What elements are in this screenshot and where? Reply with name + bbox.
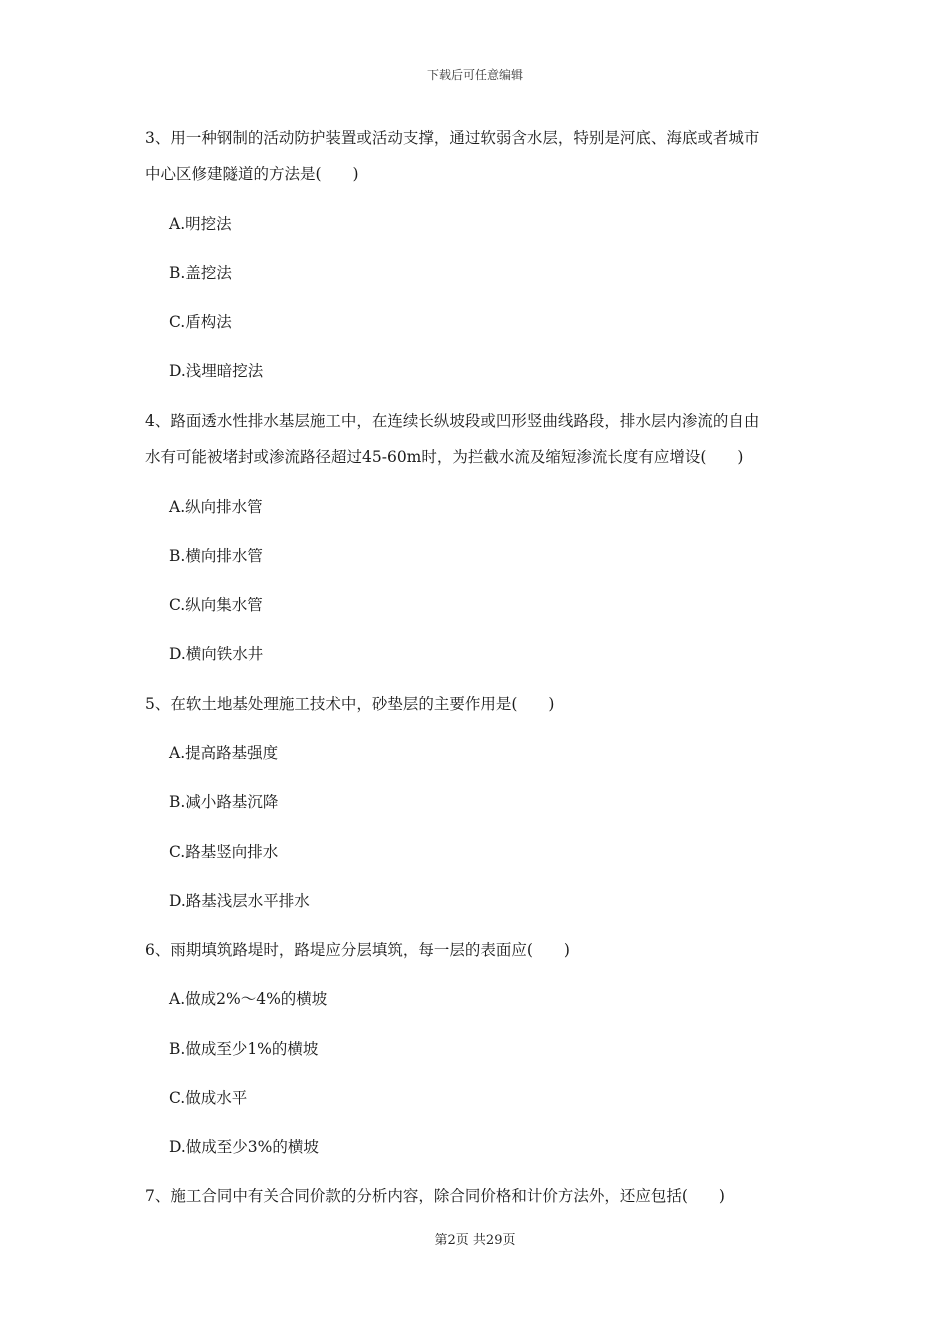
page-header: 下载后可任意编辑: [426, 68, 523, 82]
option-d: D.路基浅层水平排水: [169, 892, 310, 910]
option-c: C.盾构法: [169, 313, 232, 331]
option-a: A.纵向排水管: [169, 498, 263, 516]
page-footer: 第2页 共29页: [434, 1233, 516, 1248]
option-b: B.做成至少1%的横坡: [169, 1040, 319, 1058]
question-text-line: 3、用一种钢制的活动防护装置或活动支撑，通过软弱含水层，特别是河底、海底或者城市: [145, 129, 760, 147]
question-text-line: 7、施工合同中有关合同价款的分析内容，除合同价格和计价方法外，还应包括( ): [145, 1187, 725, 1205]
option-a: A.做成2%～4%的横坡: [169, 990, 328, 1008]
question-text-line: 水有可能被堵封或渗流路径超过45-60m时，为拦截水流及缩短渗流长度有应增设( ): [145, 448, 744, 466]
option-b: B.减小路基沉降: [169, 793, 279, 811]
question-text-line: 中心区修建隧道的方法是( ): [145, 165, 359, 183]
question-text-line: 5、在软土地基处理施工技术中，砂垫层的主要作用是( ): [145, 695, 555, 713]
option-b: B.盖挖法: [169, 264, 232, 282]
option-d: D.横向铁水井: [169, 645, 264, 663]
option-a: A.提高路基强度: [169, 744, 279, 762]
option-c: C.路基竖向排水: [169, 843, 279, 861]
option-a: A.明挖法: [169, 215, 232, 233]
option-c: C.做成水平: [169, 1089, 248, 1107]
question-text-line: 6、雨期填筑路堤时，路堤应分层填筑，每一层的表面应( ): [145, 941, 570, 959]
option-b: B.横向排水管: [169, 547, 263, 565]
option-d: D.做成至少3%的横坡: [169, 1138, 319, 1156]
option-c: C.纵向集水管: [169, 596, 263, 614]
question-text-line: 4、路面透水性排水基层施工中，在连续长纵坡段或凹形竖曲线路段，排水层内渗流的自由: [145, 412, 760, 430]
option-d: D.浅埋暗挖法: [169, 362, 264, 380]
